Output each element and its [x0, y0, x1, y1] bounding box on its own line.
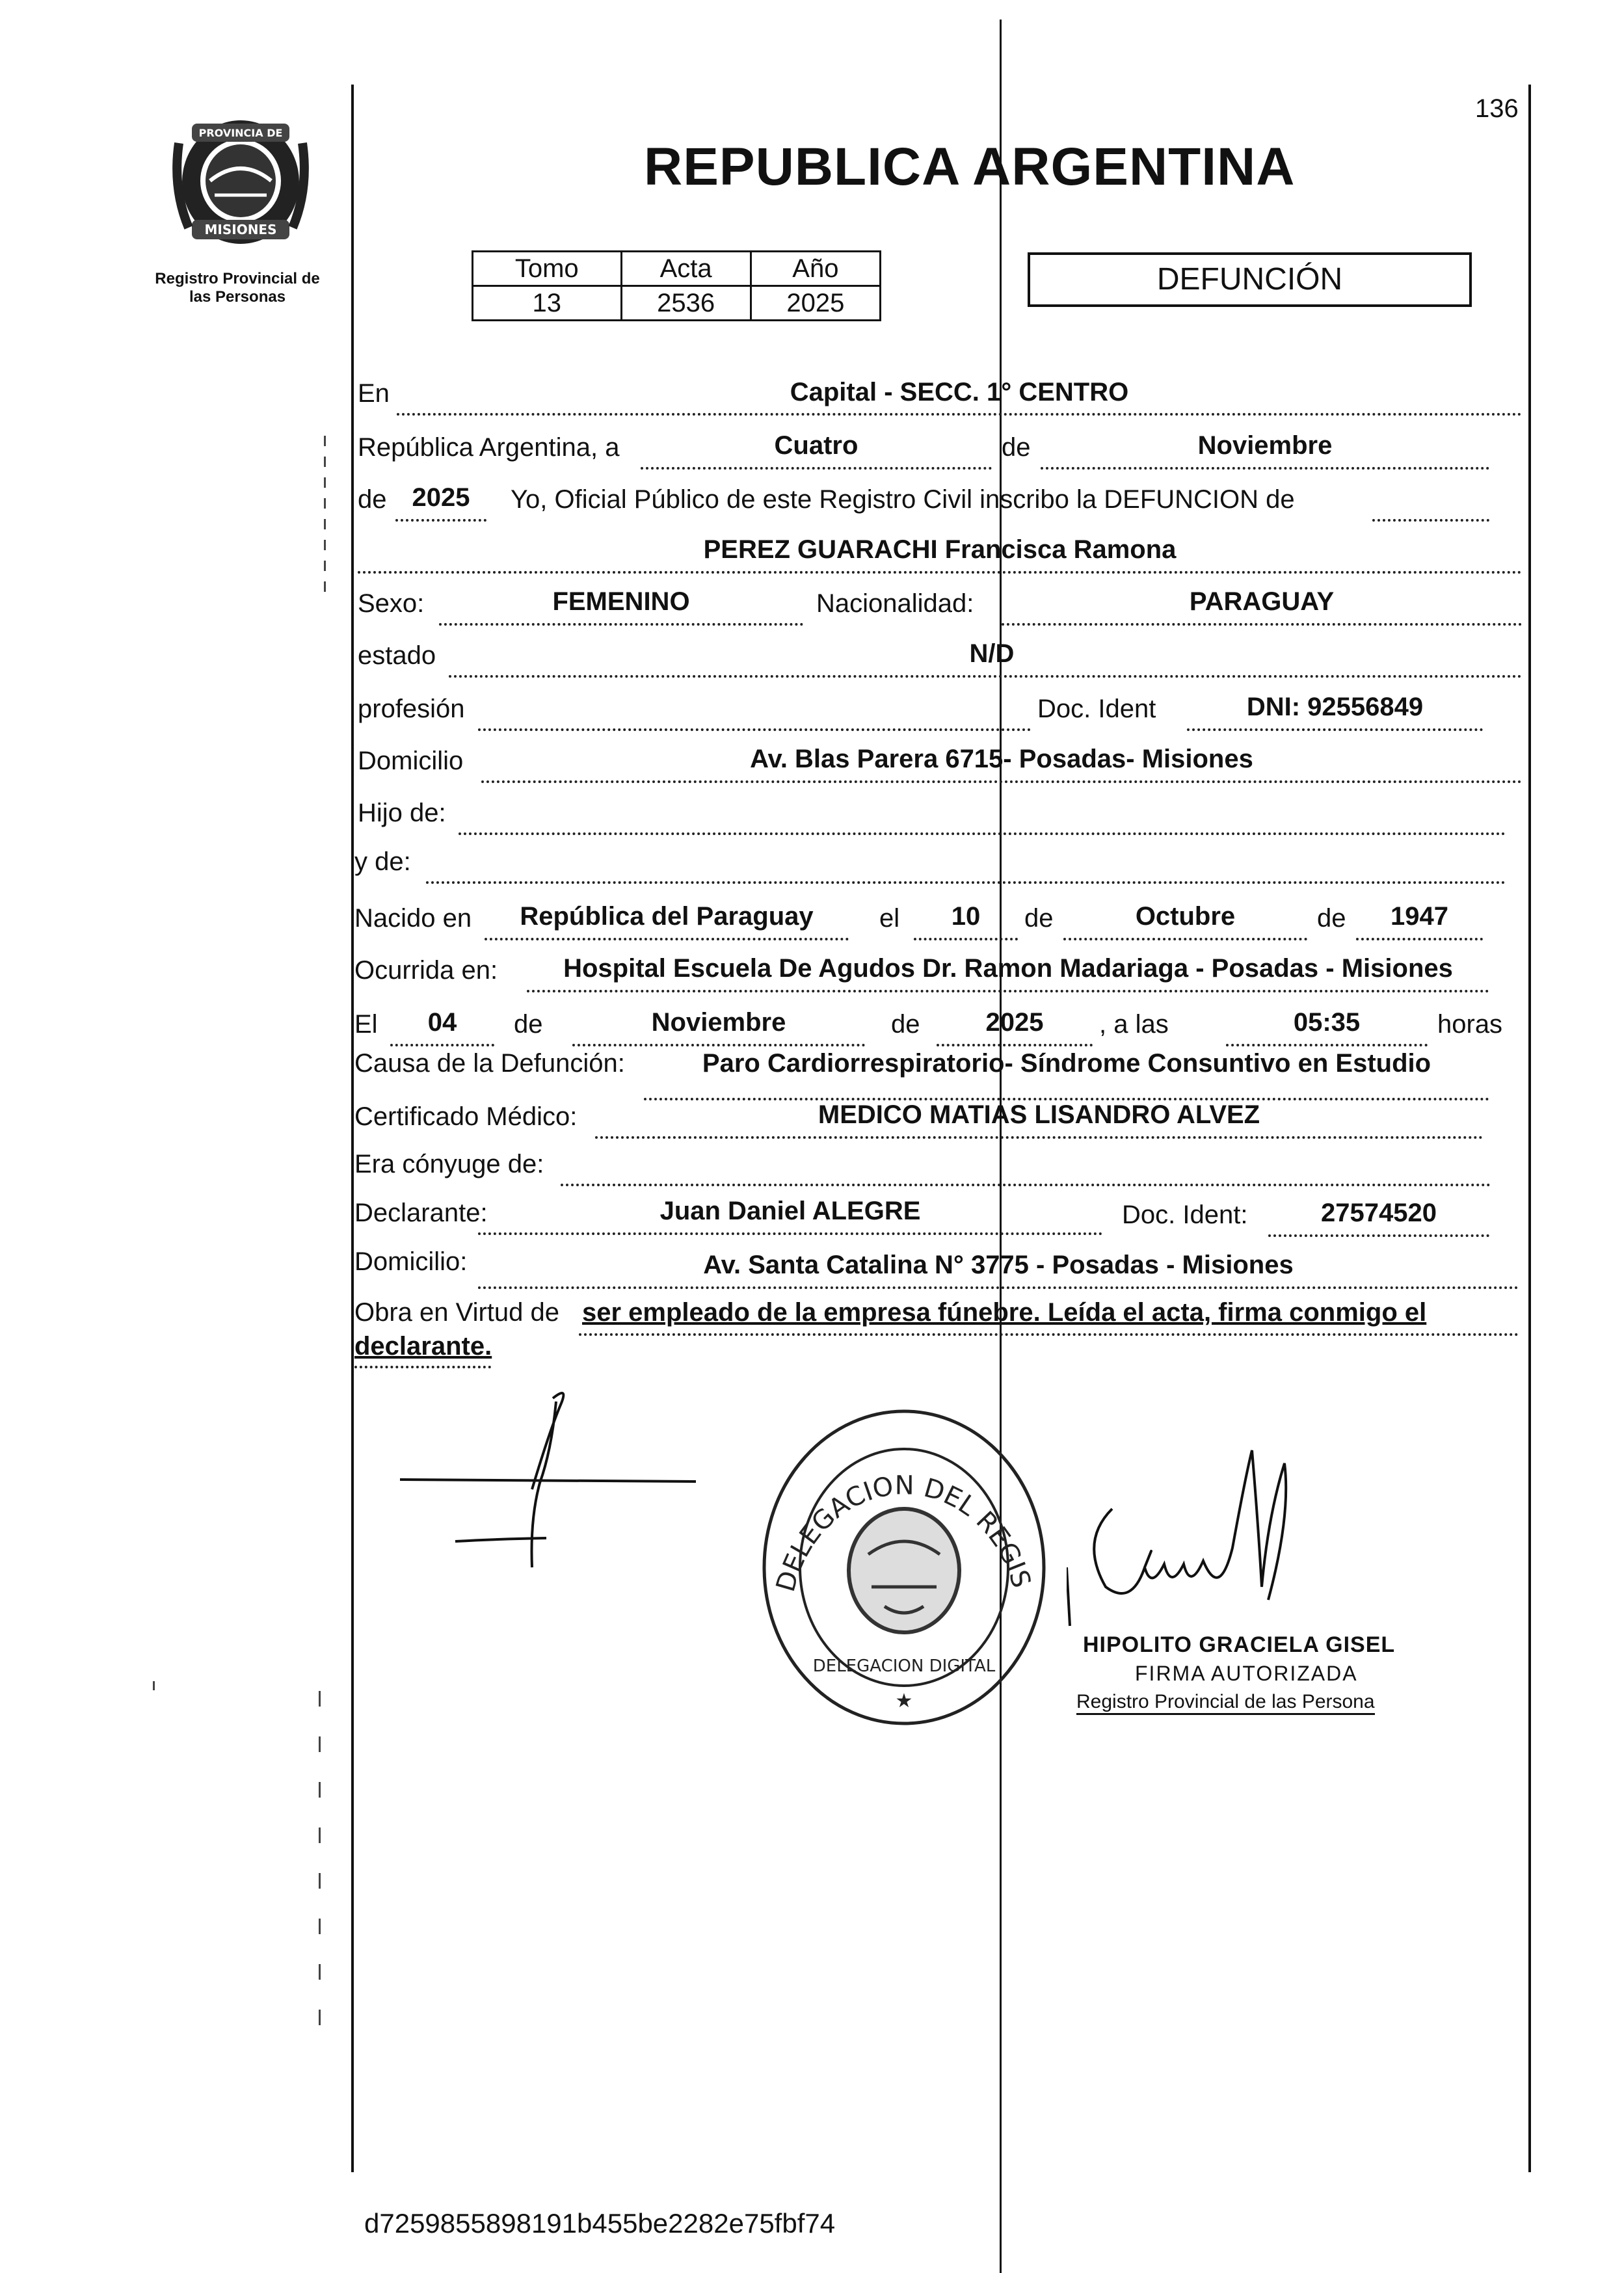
dotted-line	[937, 1044, 1093, 1046]
dotted-line	[1063, 938, 1307, 940]
obra-value-1: ser empleado de la empresa fúnebre. Leída el acta, firma conmigo el	[582, 1298, 1427, 1327]
fecha-mes: Noviembre	[1197, 431, 1333, 460]
dotted-line	[485, 938, 849, 940]
dotted-line	[1268, 1234, 1489, 1237]
registry-name	[130, 270, 345, 306]
dotted-line	[354, 1366, 491, 1368]
registry-table	[472, 250, 881, 321]
dotted-line	[1041, 467, 1489, 470]
registry-name-line2: las Personas	[189, 287, 286, 306]
profesion-label: profesión	[358, 695, 465, 723]
el-dia: 04	[427, 1008, 457, 1037]
left-margin-line	[351, 85, 354, 2172]
dotted-line	[439, 623, 803, 626]
declarante-label: Declarante:	[354, 1199, 488, 1227]
dotted-line	[1002, 623, 1522, 626]
el-anio: 2025	[985, 1008, 1044, 1037]
table-value-anio: 2025	[751, 286, 880, 321]
dotted-line	[358, 571, 1522, 574]
nacido-value: República del Paraguay	[520, 902, 814, 931]
fecha-prefix: República Argentina, a	[358, 433, 620, 462]
dotted-line	[478, 1286, 1519, 1289]
obra-label: Obra en Virtud de	[354, 1298, 560, 1327]
dotted-line	[572, 1044, 865, 1046]
domicilio-label: Domicilio	[358, 747, 464, 775]
anio-value: 2025	[412, 483, 470, 512]
dotted-line	[641, 467, 992, 470]
lugar-label: En	[358, 379, 390, 408]
dotted-line	[390, 1044, 494, 1046]
logo-text-top: PROVINCIA DE	[198, 127, 283, 139]
nacido-dia: 10	[951, 902, 981, 931]
decl-domicilio-value: Av. Santa Catalina N° 3775 - Posadas - Misiones	[703, 1251, 1294, 1279]
dotted-line	[1187, 728, 1483, 731]
dotted-line	[579, 1333, 1519, 1336]
declarant-signature	[390, 1379, 702, 1574]
dotted-line	[395, 519, 486, 522]
doc-value: DNI: 92556849	[1246, 693, 1424, 721]
dotted-line	[478, 1232, 1102, 1235]
seal-outer-text: DELEGACION DEL REGIS	[770, 1470, 1037, 1595]
causa-label: Causa de la Defunción:	[354, 1049, 625, 1078]
certificado-value: MEDICO MATIAS LISANDRO ALVEZ	[818, 1100, 1260, 1129]
dotted-line	[449, 675, 1522, 678]
nacionalidad-value: PARAGUAY	[1189, 587, 1335, 616]
dotted-line	[1226, 1044, 1428, 1046]
dotted-line	[478, 728, 1031, 731]
el-de1-label: de	[514, 1010, 543, 1039]
doc-label: Doc. Ident	[1037, 695, 1156, 723]
table-header-anio: Año	[751, 252, 880, 286]
seal-inner-text: DELEGACION DIGITAL	[812, 1656, 996, 1676]
logo-text-bottom: MISIONES	[204, 222, 277, 237]
conyuge-label: Era cónyuge de:	[354, 1150, 544, 1178]
sexo-value: FEMENINO	[552, 587, 690, 616]
fecha-de-label: de	[1002, 433, 1031, 462]
nacionalidad-label: Nacionalidad:	[816, 589, 974, 618]
nacido-de1-label: de	[1024, 904, 1054, 933]
causa-value: Paro Cardiorrespiratorio- Síndrome Consuntivo en Estudio	[702, 1049, 1431, 1078]
right-margin-line	[1528, 85, 1531, 2172]
yde-label: y de:	[354, 847, 411, 876]
hora-value: 05:35	[1293, 1008, 1361, 1037]
alas-label: , a las	[1099, 1010, 1169, 1039]
record-type-box: DEFUNCIÓN	[1028, 252, 1472, 307]
margin-tick	[319, 1691, 321, 2055]
margin-tick	[324, 436, 326, 592]
nacido-el-label: el	[879, 904, 900, 933]
sexo-label: Sexo:	[358, 589, 425, 618]
estado-label: estado	[358, 641, 436, 670]
anio-prefix: de	[358, 485, 387, 514]
dotted-line	[914, 938, 1018, 940]
registry-name-line1: Registro Provincial de	[155, 270, 320, 287]
lugar-value: Capital - SECC. 1° CENTRO	[790, 378, 1129, 406]
inscribo-text: Yo, Oficial Público de este Registro Civil inscribo la DEFUNCION de	[511, 485, 1295, 514]
table-value-acta: 2536	[621, 286, 751, 321]
margin-tick	[153, 1681, 155, 1690]
table-header-acta: Acta	[621, 252, 751, 286]
estado-value: N/D	[969, 639, 1015, 668]
nacido-de2-label: de	[1317, 904, 1346, 933]
nacido-mes: Octubre	[1135, 902, 1236, 931]
domicilio-value: Av. Blas Parera 6715- Posadas- Misiones	[750, 745, 1253, 773]
page-number: 136	[1475, 94, 1519, 123]
decl-doc-value: 27574520	[1321, 1199, 1437, 1227]
dotted-line	[561, 1184, 1491, 1186]
table-header-tomo: Tomo	[473, 252, 622, 286]
fold-line	[1000, 20, 1002, 2273]
nacido-label: Nacido en	[354, 904, 472, 933]
dotted-line	[1372, 519, 1489, 522]
dotted-line	[397, 413, 1522, 416]
registry-seal	[754, 1398, 1054, 1736]
dotted-line	[595, 1136, 1483, 1139]
province-logo	[166, 104, 315, 254]
certificado-label: Certificado Médico:	[354, 1102, 578, 1131]
nacido-anio: 1947	[1391, 902, 1448, 931]
table-value-tomo: 13	[473, 286, 622, 321]
declarante-value: Juan Daniel ALEGRE	[659, 1197, 921, 1225]
el-mes: Noviembre	[651, 1008, 786, 1037]
decl-doc-label: Doc. Ident:	[1122, 1201, 1248, 1229]
decl-domicilio-label: Domicilio:	[354, 1247, 468, 1276]
signature-name: HIPOLITO GRACIELA GISEL	[1083, 1632, 1396, 1657]
nombre-value: PEREZ GUARACHI Francisca Ramona	[703, 535, 1177, 564]
hijo-label: Hijo de:	[358, 799, 446, 827]
ocurrida-value: Hospital Escuela De Agudos Dr. Ramon Madariaga - Posadas - Misiones	[563, 954, 1453, 983]
signature-title: FIRMA AUTORIZADA	[1135, 1662, 1358, 1685]
signature-institution: Registro Provincial de las Persona	[1076, 1691, 1375, 1715]
dotted-line	[426, 881, 1506, 884]
obra-value-2: declarante.	[354, 1332, 492, 1361]
dotted-line	[1356, 938, 1483, 940]
el-de2-label: de	[891, 1010, 920, 1039]
dotted-line	[459, 832, 1506, 835]
ocurrida-label: Ocurrida en:	[354, 956, 498, 985]
page-title: REPUBLICA ARGENTINA	[644, 137, 1296, 196]
el-label: El	[354, 1010, 378, 1039]
dotted-line	[481, 780, 1522, 783]
footer-hash: d7259855898191b455be2282e75fbf74	[364, 2208, 836, 2239]
fecha-dia: Cuatro	[774, 431, 859, 460]
svg-text:★: ★	[895, 1690, 913, 1712]
dotted-line	[527, 990, 1489, 992]
horas-label: horas	[1437, 1010, 1503, 1039]
